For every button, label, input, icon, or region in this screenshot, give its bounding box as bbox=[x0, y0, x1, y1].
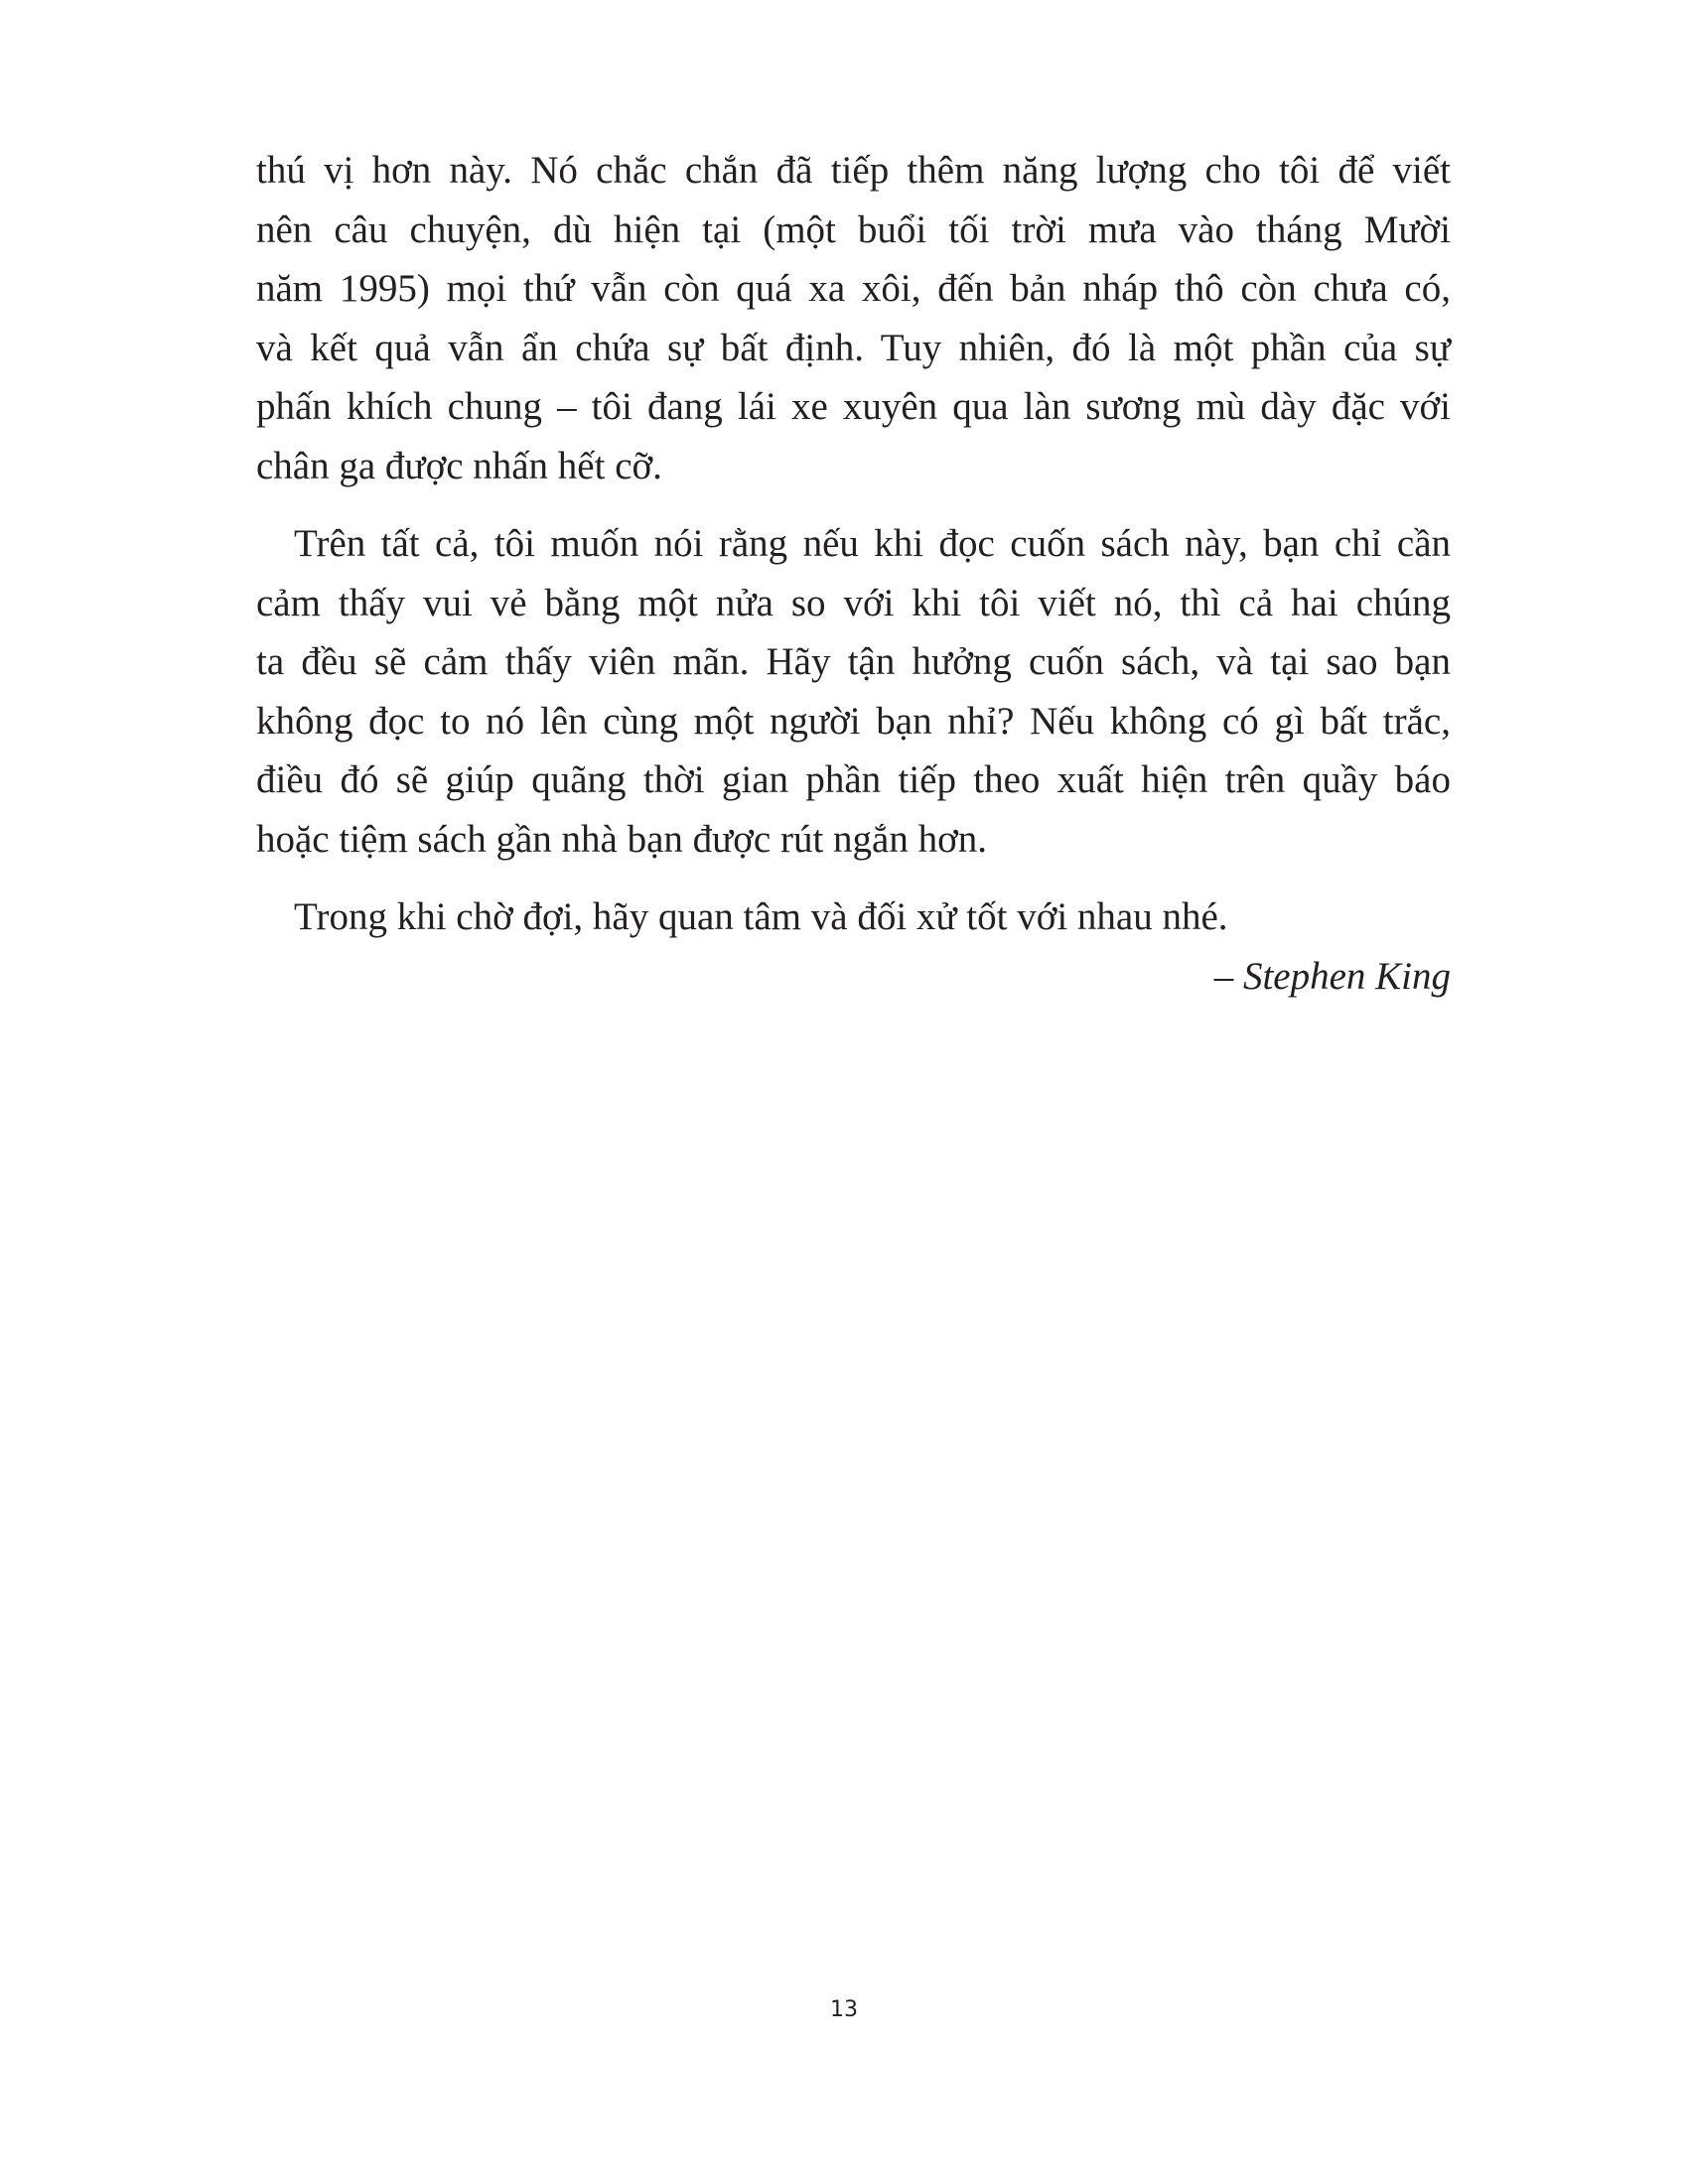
text-line: điều đó sẽ giúp quãng thời gian phần tiếp theo xuất hiện trên quầy báo bbox=[256, 758, 1451, 801]
author-signature: – Stephen King bbox=[1213, 954, 1451, 998]
text-line: ta đều sẽ cảm thấy viên mãn. Hãy tận hưởng cuốn sách, và tại sao bạn bbox=[256, 640, 1451, 683]
paragraph bbox=[256, 141, 1451, 495]
text-line: chân ga được nhấn hết cỡ. bbox=[256, 444, 662, 487]
text-line: Trong khi chờ đợi, hãy quan tâm và đối xử tốt với nhau nhé. bbox=[294, 895, 1228, 938]
text-line: nên câu chuyện, dù hiện tại (một buổi tối trời mưa vào tháng Mười bbox=[256, 207, 1451, 251]
text-line: hoặc tiệm sách gần nhà bạn được rút ngắn hơn. bbox=[256, 817, 987, 861]
text-line: và kết quả vẫn ẩn chứa sự bất định. Tuy nhiên, đó là một phần của sự bbox=[256, 326, 1451, 369]
text-line: cảm thấy vui vẻ bằng một nửa so với khi tôi viết nó, thì cả hai chúng bbox=[256, 581, 1451, 624]
text-line: thú vị hơn này. Nó chắc chắn đã tiếp thêm năng lượng cho tôi để viết bbox=[256, 149, 1451, 192]
paragraph bbox=[256, 887, 1451, 947]
text-line: năm 1995) mọi thứ vẫn còn quá xa xôi, đến bản nháp thô còn chưa có, bbox=[256, 267, 1451, 310]
paragraph bbox=[256, 514, 1451, 869]
text-line: không đọc to nó lên cùng một người bạn nhỉ? Nếu không có gì bất trắc, bbox=[256, 699, 1451, 743]
text-line: Trên tất cả, tôi muốn nói rằng nếu khi đọc cuốn sách này, bạn chỉ cần bbox=[294, 522, 1451, 565]
text-line: phấn khích chung – tôi đang lái xe xuyên qua làn sương mù dày đặc với bbox=[256, 385, 1451, 428]
page-number: 13 bbox=[830, 1997, 858, 2022]
body-text bbox=[256, 141, 1451, 1006]
